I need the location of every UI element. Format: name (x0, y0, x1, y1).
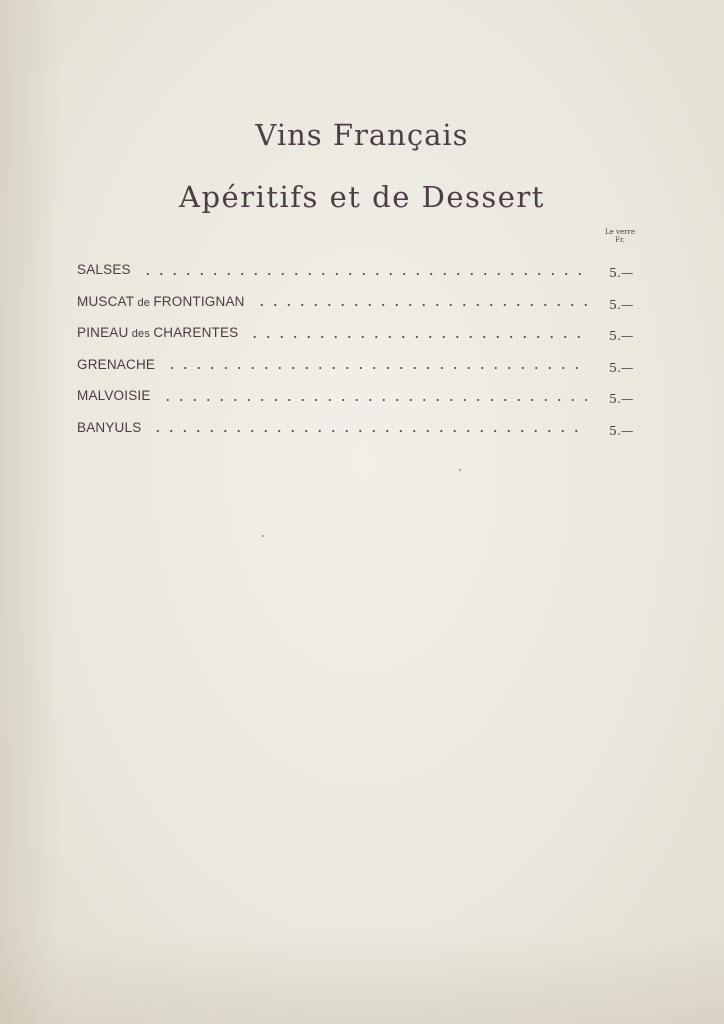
list-item (77, 254, 643, 286)
dot-leader (151, 430, 587, 432)
price-column-header-line1: Le verre (605, 228, 635, 236)
item-name-connector: de (134, 296, 154, 309)
item-name-main: GRENACHE (77, 356, 156, 372)
item-name-main: SALSES (77, 262, 131, 278)
list-item (77, 317, 643, 349)
page-shadow-left (0, 0, 60, 1024)
item-price: 5.— (609, 422, 634, 438)
page-shadow-bottom (0, 934, 724, 1024)
dot-leader (141, 273, 587, 275)
item-name-tail: CHARENTES (153, 325, 239, 341)
list-item (77, 380, 643, 412)
item-price: 5.— (609, 359, 634, 375)
item-name-connector: des (128, 328, 154, 341)
item-name-main: BANYULS (77, 419, 142, 435)
dot-leader (165, 367, 587, 369)
paper-speck (262, 535, 264, 537)
item-name (77, 325, 238, 340)
item-price: 5.— (609, 265, 634, 281)
page-title: Vins Français (255, 118, 469, 152)
item-name (77, 357, 155, 372)
price-column-header-line2: Fr. (615, 236, 625, 244)
item-name (77, 262, 131, 277)
list-item (77, 412, 643, 444)
item-price: 5.— (609, 296, 634, 312)
price-column-header (598, 228, 642, 244)
dot-leader (255, 304, 587, 306)
item-name (77, 420, 141, 435)
item-price: 5.— (609, 328, 634, 344)
wine-list (77, 254, 643, 443)
list-item (77, 349, 643, 381)
list-item (77, 286, 643, 318)
item-price: 5.— (609, 391, 634, 407)
item-name-main: PINEAU (77, 325, 129, 341)
item-name (77, 388, 151, 403)
item-name (77, 294, 245, 309)
paper-speck (459, 469, 461, 471)
dot-leader (248, 336, 587, 338)
item-name-tail: FRONTIGNAN (153, 293, 245, 309)
dot-leader (161, 399, 587, 401)
item-name-main: MALVOISIE (77, 388, 151, 404)
item-name-main: MUSCAT (77, 293, 135, 309)
page-subtitle: Apéritifs et de Dessert (179, 180, 545, 214)
